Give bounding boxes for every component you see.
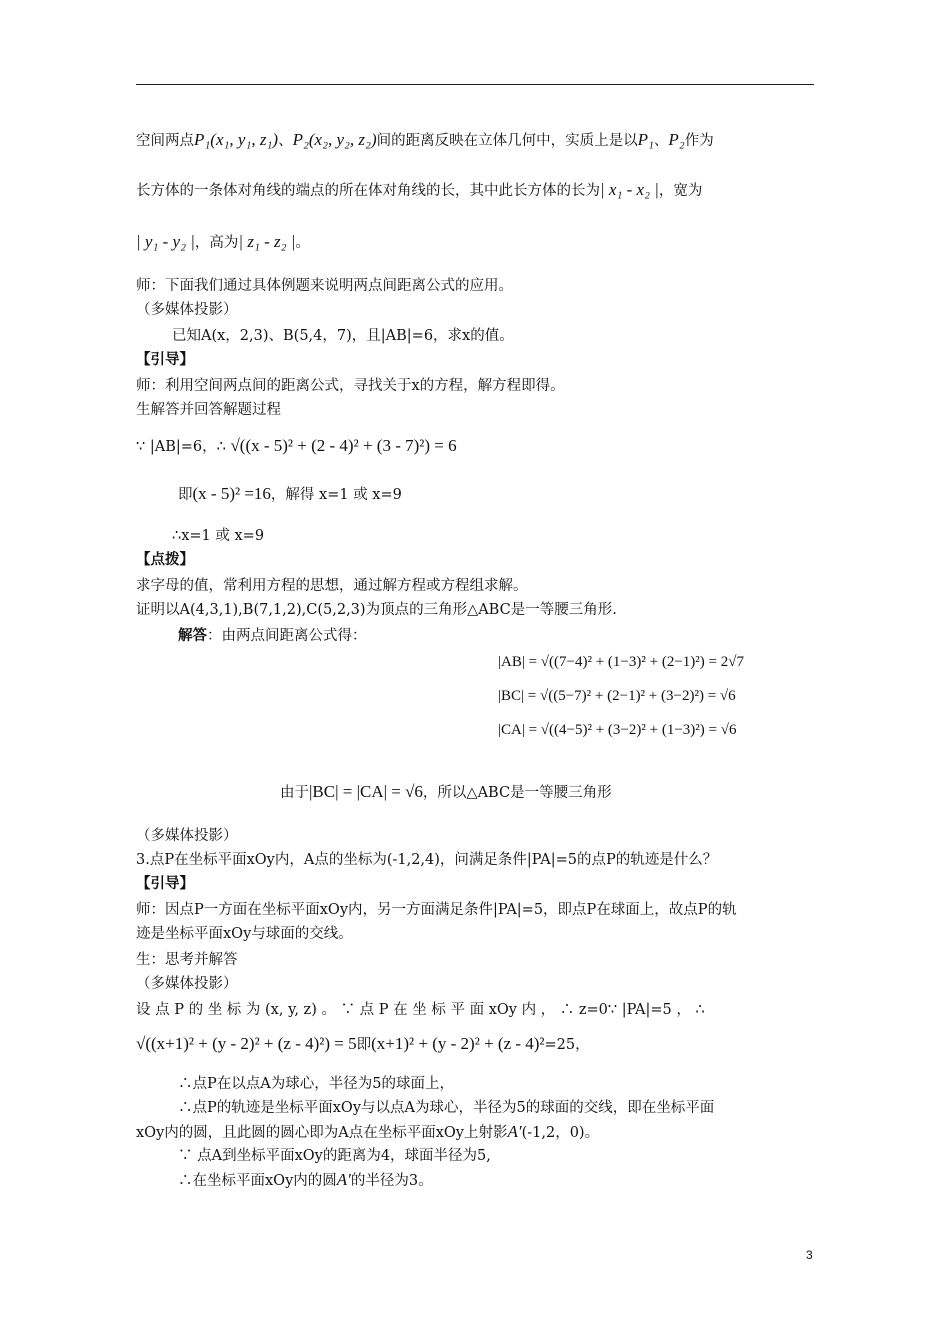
formula-p1: P₁(x₁, y₁, z₁)	[194, 130, 279, 149]
para-line	[136, 232, 310, 253]
para-line: 迹是坐标平面xOy与球面的交线。	[136, 926, 353, 942]
text: =25，	[544, 1037, 590, 1053]
para-line: 师：利用空间两点间的距离公式，寻找关于x的方程，解方程即得。	[136, 378, 565, 394]
text: ，所以△ABC是一等腰三角形	[422, 785, 612, 801]
equation-ab: |AB| = √((7−4)² + (1−3)² + (2−1)²) = 2√7	[498, 654, 744, 670]
text: (-1,2，0)。	[521, 1125, 600, 1141]
para-line: 生：思考并解答	[136, 952, 238, 968]
text: 、	[278, 133, 293, 149]
para-line: ∴点P的轨迹是坐标平面xOy与以点A为球心，半径为5的球面的交线，即在坐标平面	[178, 1100, 715, 1116]
para-line: 师：下面我们通过具体例题来说明两点间距离公式的应用。	[136, 278, 513, 294]
text: xOy内的圆，且此圆的圆心即为A点在坐标平面xOy上射影	[136, 1125, 508, 1141]
formula-sphere-square: (x+1)² + (y - 2)² + (z - 4)²	[371, 1034, 545, 1053]
text: 即	[178, 487, 193, 503]
formula-p2: P₂(x₂, y₂, z₂)	[292, 130, 377, 149]
header-rule	[136, 84, 814, 85]
text: ，高为	[194, 235, 239, 251]
para-line: 设 点 P 的 坐 标 为 (x, y, z) 。 ∵ 点 P 在 坐 标 平 面 xOy 内 ， ∴ z=0∵ |PA|=5 ， ∴	[136, 1002, 705, 1018]
para-line: 师：因点P一方面在坐标平面xOy内，另一方面满足条件|PA|=5，即点P在球面上，故点P的轨	[136, 902, 737, 918]
para-line	[136, 436, 457, 457]
section-label: 【点拨】	[136, 551, 194, 568]
para-line	[280, 782, 612, 803]
para-line: ∴点P在以点A为球心，半径为5的球面上，	[178, 1076, 454, 1092]
formula-sphere-distance: √((x+1)² + (y - 2)² + (z - 4)²) = 5	[136, 1034, 357, 1053]
text: 间的距离反映在立体几何中，实质上是以	[376, 133, 638, 149]
para-line: 3.点P在坐标平面xOy内，A点的坐标为(-1,2,4)，问满足条件|PA|=5的点P的轨迹是什么？	[136, 852, 718, 868]
text: ：由两点间距离公式得：	[207, 628, 367, 644]
text: 的半径为3。	[350, 1173, 433, 1189]
para-line	[136, 180, 702, 201]
text: ，宽为	[658, 183, 703, 199]
formula-distance-equation: √((x - 5)² + (2 - 4)² + (3 - 7)²) = 6	[230, 436, 457, 455]
answer-label: 解答	[178, 627, 207, 644]
equation-ca: |CA| = √((4−5)² + (3−2)² + (1−3)²) = √6	[498, 722, 737, 738]
para-line	[136, 130, 714, 151]
section-label: 【引导】	[136, 351, 194, 368]
text: 作为	[684, 133, 714, 149]
formula-pp1: P₁	[637, 130, 654, 149]
para-line: （多媒体投影）	[136, 976, 238, 992]
para-line	[136, 1122, 599, 1143]
equation-bc: |BC| = √((5−7)² + (2−1)² + (3−2)²) = √6	[498, 688, 736, 704]
page-number: 3	[806, 1248, 813, 1262]
para-line: 已知A(x，2,3)、B(5,4，7)，且|AB|=6，求x的值。	[172, 328, 514, 344]
para-line	[178, 484, 402, 505]
text: 即	[356, 1037, 372, 1053]
text: ，解得 x=1 或 x=9	[270, 487, 402, 503]
text: ∵ |AB|=6，∴	[136, 439, 226, 455]
para-line: 求字母的值，常利用方程的思想，通过解方程或方程组求解。	[136, 578, 528, 594]
formula-a-prime: A′	[336, 1170, 351, 1189]
text: 由于	[280, 785, 309, 801]
para-line: （多媒体投影）	[136, 302, 238, 318]
para-line: 生解答并回答解题过程	[136, 402, 281, 418]
para-line: 证明以A(4,3,1),B(7,1,2),C(5,2,3)为顶点的三角形△ABC是一等腰三角形.	[136, 602, 617, 618]
text: 空间两点	[136, 133, 194, 149]
formula-height: | z₁ - z₂ |	[238, 232, 296, 251]
formula-length: | x₁ - x₂ |	[600, 180, 659, 199]
para-line	[178, 626, 367, 646]
para-line	[178, 1170, 433, 1191]
text: 、	[653, 133, 669, 149]
text: ∴在坐标平面xOy内的圆	[178, 1173, 337, 1189]
text: 长方体的一条体对角线的端点的所在体对角线的长，其中此长方体的长为	[136, 183, 600, 199]
formula-pp2: P₂	[668, 130, 685, 149]
section-label: 【引导】	[136, 875, 194, 892]
para-line: ∴x=1 或 x=9	[172, 528, 265, 544]
para-line	[136, 1034, 590, 1055]
formula-width: | y₁ - y₂ |	[136, 232, 195, 251]
formula-a-prime: A′	[507, 1122, 522, 1141]
para-line: ∵ 点A到坐标平面xOy的距离为4，球面半径为5,	[178, 1148, 491, 1164]
para-line: （多媒体投影）	[136, 828, 238, 844]
formula-bc-ca: |BC| = |CA| = √6	[309, 782, 423, 801]
formula-square-equation: (x - 5)² =16	[192, 484, 271, 503]
text: 。	[295, 235, 310, 251]
